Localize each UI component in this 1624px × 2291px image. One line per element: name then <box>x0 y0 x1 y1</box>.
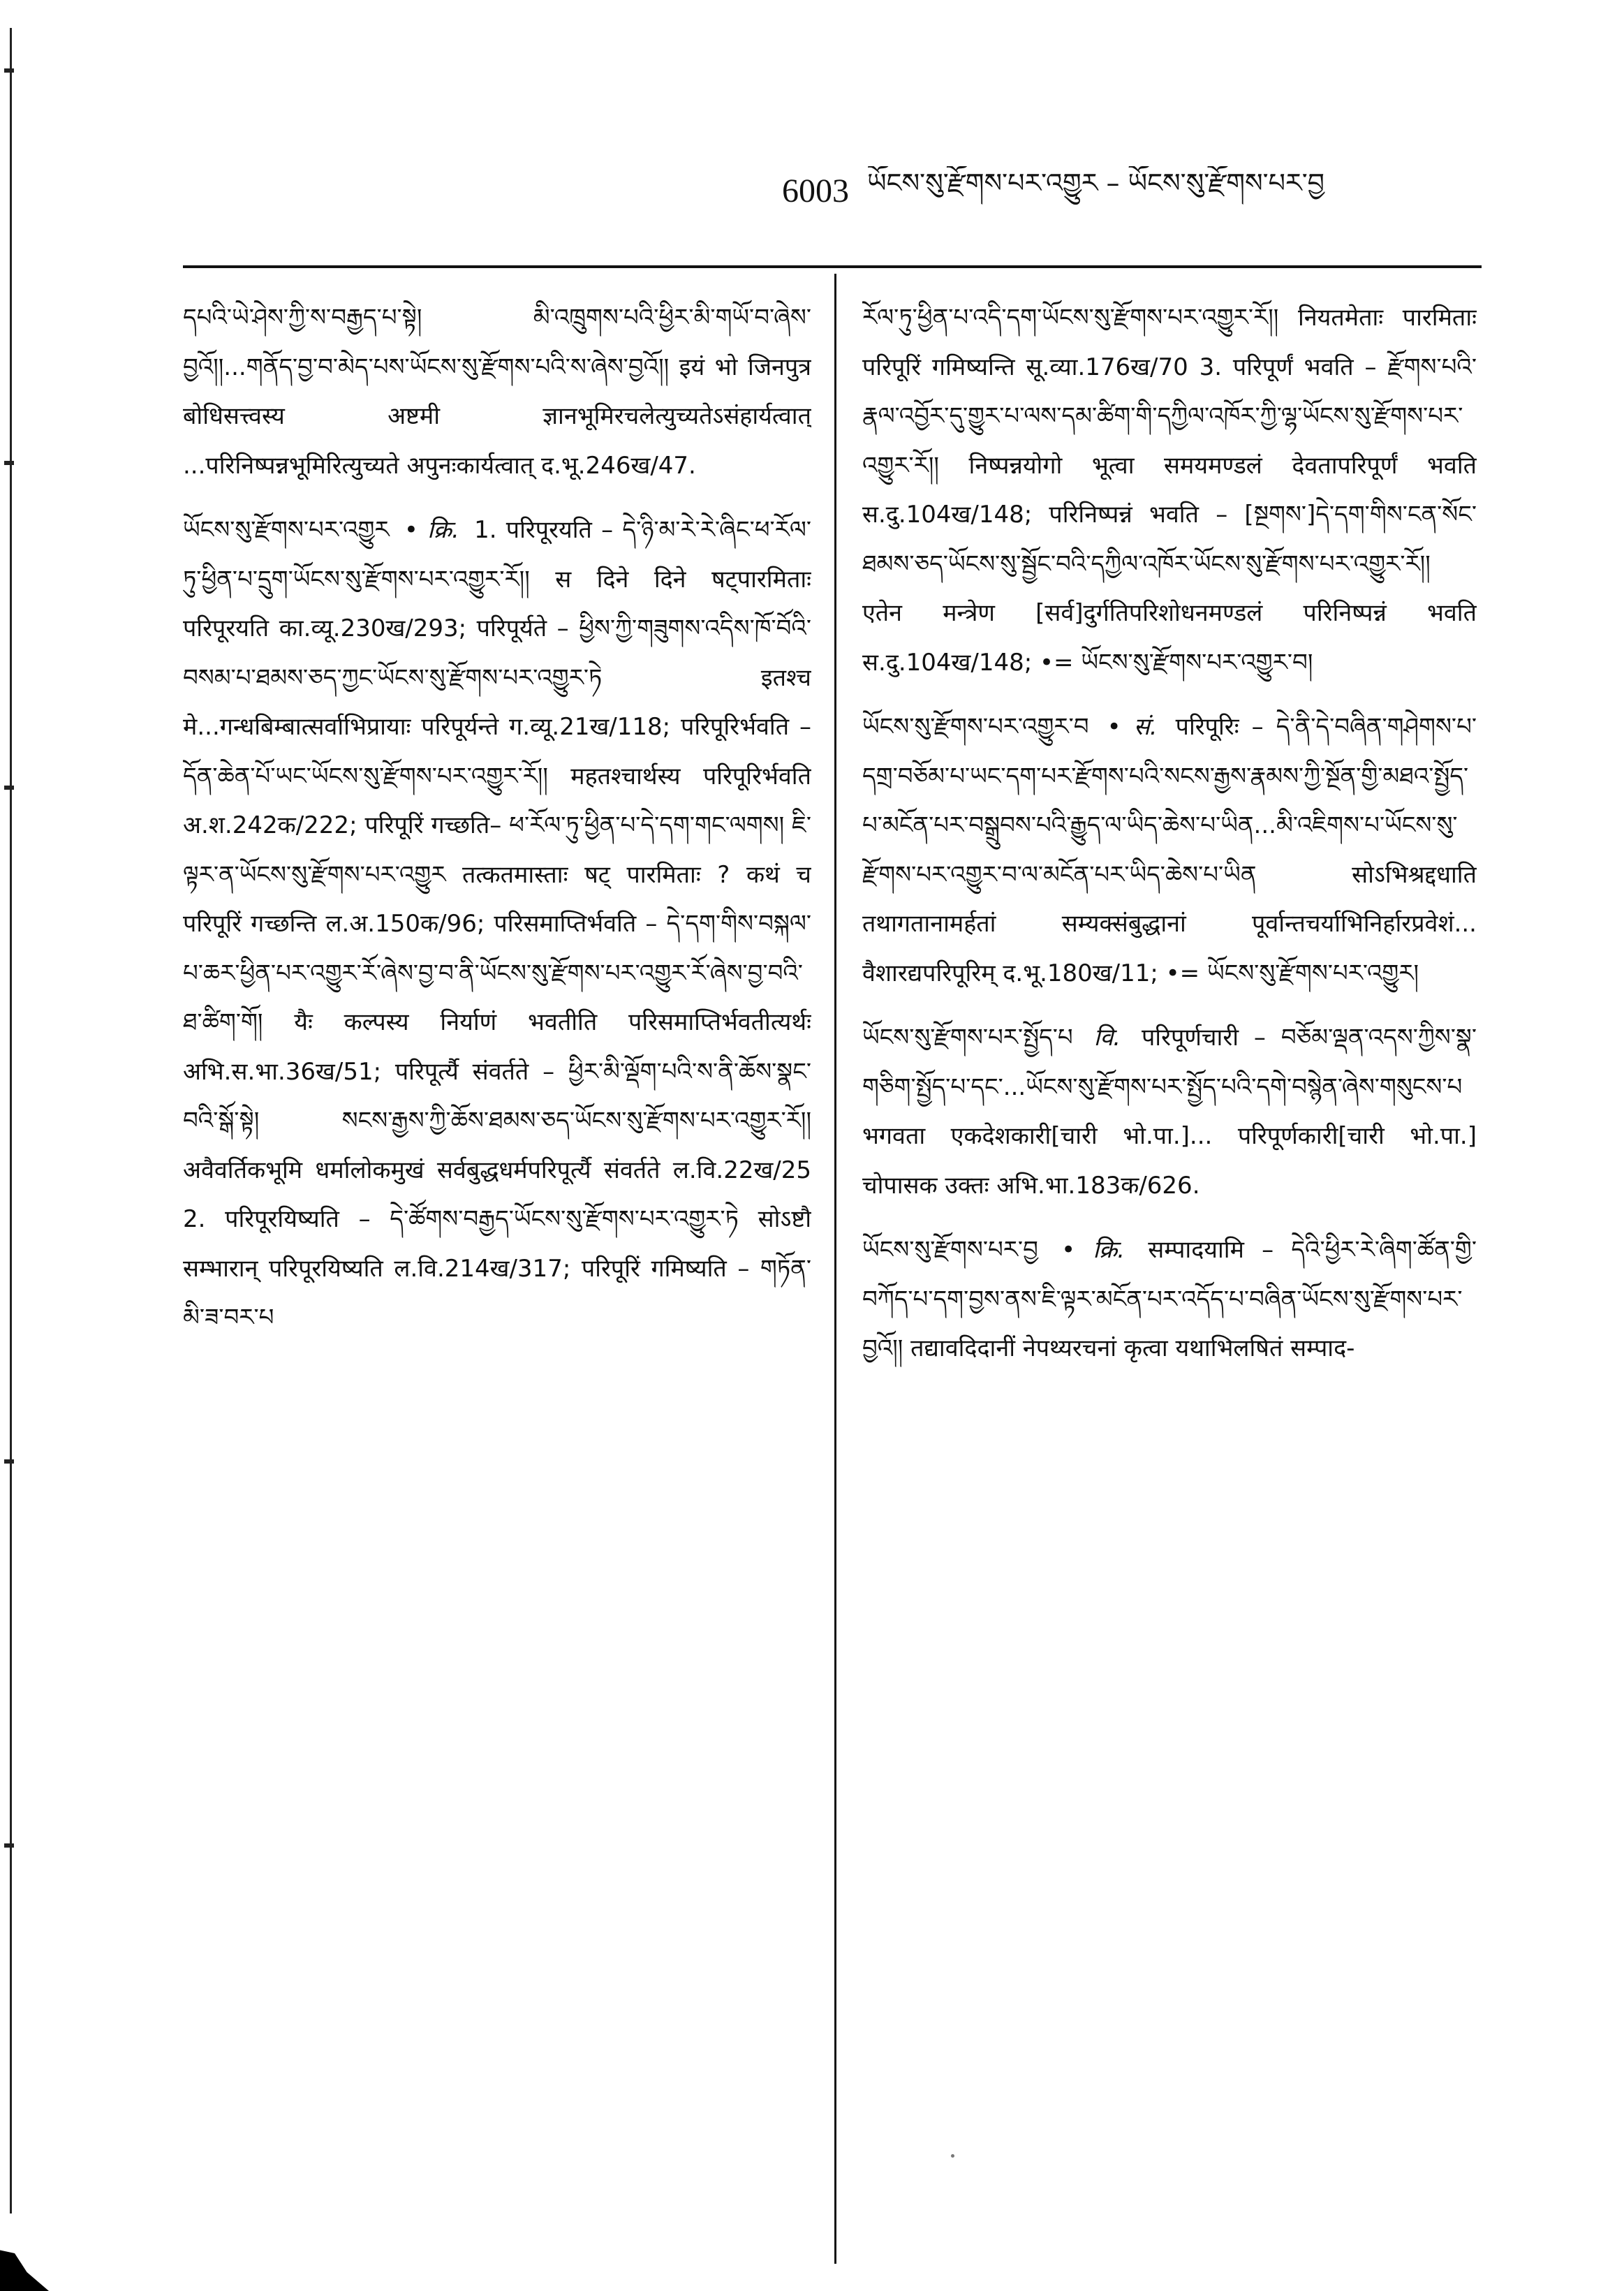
continued-entry <box>862 293 1477 687</box>
entry-text: सम्पादयामि – དེའི་ཕྱིར་རེ་ཞིག་ཚོན་གྱི་བཀོད་པ་དག་བྱས་ནས་ཇི་ལྟར་མངོན་པར་འདོད་པ་བཞིན་ཡོངས་སུ་རྫོགས་པར་བྱའོ།། तद्यावदिदानीं नेपथ्यरचनां कृत्वा यथाभिलषितं सम्पाद- <box>862 1236 1477 1362</box>
header-title: ཡོངས་སུ་རྫོགས་པར་འགྱུར – ཡོངས་སུ་རྫོགས་པར་བྱ <box>867 167 1325 198</box>
dictionary-entry <box>862 1013 1477 1210</box>
column-divider <box>834 274 836 2264</box>
binding-mark <box>4 461 14 465</box>
right-column <box>862 293 1477 2248</box>
page-number: 6003 <box>782 172 849 209</box>
binding-edge <box>10 28 12 2213</box>
dictionary-entry <box>183 506 811 1343</box>
dictionary-entry <box>862 702 1477 998</box>
scan-speck <box>951 2154 954 2158</box>
entry-text: परिपूर्णचारी – བཅོམ་ལྡན་འདས་ཀྱིས་སྣ་གཅིག་སྤྱོད་པ་དང་...ཡོངས་སུ་རྫོགས་པར་སྤྱོད་པའི་དགེ་བསྙེན་ཞེས་གསུངས་པ भगवता एकदेशकारी[चारी भो.पा.]... परिपूर्णकारी[चारी भो.पा.] चोपासक उक्तः अभि.भा.183क/626. <box>862 1024 1477 1200</box>
entry-headword: ཡོངས་སུ་རྫོགས་པར་སྤྱོད་པ <box>862 1024 1073 1052</box>
binding-mark <box>4 1843 14 1848</box>
binding-mark <box>4 786 14 790</box>
entry-headword: ཡོངས་སུ་རྫོགས་པར་འགྱུར་བ <box>862 713 1089 741</box>
header-rule <box>183 265 1482 268</box>
grammar-label: • क्रि. <box>1061 1236 1125 1264</box>
left-column <box>183 293 811 2262</box>
grammar-label: वि. <box>1093 1024 1121 1052</box>
binding-mark <box>4 68 14 73</box>
entry-text: དཔའི་ཡེ་ཤེས་ཀྱི་ས་བརྒྱད་པ་སྟེ། མི་འཁྲུགས་པའི་ཕྱིར་མི་གཡོ་བ་ཞེས་བྱའོ།།...གནོད་བྱ་བ་མེད་པས་ཡོངས་སུ་རྫོགས་པའི་ས་ཞེས་བྱའོ།། इयं भो जिनपुत्र बोधिसत्त्वस्य अष्टमी ज्ञानभूमिरचलेत्युच्यतेऽसंहार्यत्वात् ...परिनिष्पन्नभूमिरित्युच्यते अपुनःकार्यत्वात् द.भू.246ख/47. <box>183 304 811 480</box>
grammar-label: • क्रि. <box>404 516 459 544</box>
entry-text: परिपूरिः – དེ་ནི་དེ་བཞིན་གཤེགས་པ་དགྲ་བཅོམ་པ་ཡང་དག་པར་རྫོགས་པའི་སངས་རྒྱས་རྣམས་ཀྱི་སྔོན་གྱི་མཐའ་སྤྱོད་པ་མངོན་པར་བསྒྲུབས་པའི་རྒྱུད་ལ་ཡིད་ཆེས་པ་ཡིན...མི་འཇིགས་པ་ཡོངས་སུ་རྫོགས་པར་འགྱུར་བ་ལ་མངོན་པར་ཡིད་ཆེས་པ་ཡིན सोऽभिश्रद्दधाति तथागतानामर्हतां सम्यक्संबुद्धानां पूर्वान्तचर्याभिनिर्हारप्रवेशं... वैशारद्यपरिपूरिम् द.भू.180ख/11; •= ཡོངས་སུ་རྫོགས་པར་འགྱུར། <box>862 713 1477 987</box>
page-header <box>782 166 1480 215</box>
entry-headword: ཡོངས་སུ་རྫོགས་པར་འགྱུར <box>183 516 390 544</box>
entry-text: རོལ་ཏུ་ཕྱིན་པ་འདི་དག་ཡོངས་སུ་རྫོགས་པར་འགྱུར་རོ།། नियतमेताः पारमिताः परिपूरिं गमिष्यन्ति सू.व्या.176ख/70 3. परिपूर्णं भवति – རྫོགས་པའི་རྣལ་འབྱོར་དུ་གྱུར་པ་ལས་དམ་ཚིག་གི་དཀྱིལ་འཁོར་ཀྱི་ལྷ་ཡོངས་སུ་རྫོགས་པར་འགྱུར་རོ།། निष्पन्नयोगो भूत्वा समयमण्डलं देवतापरिपूर्णं भवति स.दु.104ख/148; परिनिष्पन्नं भवति – [སྔགས་]དེ་དག་གིས་ངན་སོང་ཐམས་ཅད་ཡོངས་སུ་སྦྱོང་བའི་དཀྱིལ་འཁོར་ཡོངས་སུ་རྫོགས་པར་འགྱུར་རོ།། एतेन मन्त्रेण [सर्व]दुर्गतिपरिशोधनमण्डलं परिनिष्पन्नं भवति स.दु.104ख/148; •= ཡོངས་སུ་རྫོགས་པར་འགྱུར་བ། <box>862 304 1477 677</box>
grammar-label: • सं. <box>1107 713 1158 741</box>
scan-blot <box>0 2228 49 2291</box>
continued-entry <box>183 293 811 490</box>
dictionary-entry <box>862 1225 1477 1373</box>
binding-mark <box>4 1459 14 1464</box>
entry-text: 1. परिपूरयति – དེ་ཉི་མ་རེ་རེ་ཞིང་ཕ་རོལ་ཏུ་ཕྱིན་པ་དྲུག་ཡོངས་སུ་རྫོགས་པར་འགྱུར་རོ།། स दिने दिने षट्पारमिताः परिपूरयति का.व्यू.230ख/293; परिपूर्यते – ཕྱིས་ཀྱི་གཟུགས་འདིས་ཁོ་བོའི་བསམ་པ་ཐམས་ཅད་ཀྱང་ཡོངས་སུ་རྫོགས་པར་འགྱུར་ཏེ इतश्च मे...गन्धबिम्बात्सर्वाभिप्रायाः परिपूर्यन्ते ग.व्यू.21ख/118; परिपूरिर्भवति – དོན་ཆེན་པོ་ཡང་ཡོངས་སུ་རྫོགས་པར་འགྱུར་རོ།། महतश्चार्थस्य परिपूरिर्भवति अ.श.242क/222; परिपूरिं गच्छति– ཕ་རོལ་ཏུ་ཕྱིན་པ་དེ་དག་གང་ལགས། ཇི་ལྟར་ན་ཡོངས་སུ་རྫོགས་པར་འགྱུར तत्कतमास्ताः षट् पारमिताः ? कथं च परिपूरिं गच्छन्ति ल.अ.150क/96; परिसमाप्तिर्भवति – དེ་དག་གིས་བསྐལ་པ་ཆར་ཕྱིན་པར་འགྱུར་རོ་ཞེས་བྱ་བ་ནི་ཡོངས་སུ་རྫོགས་པར་འགྱུར་རོ་ཞེས་བྱ་བའི་ཐ་ཚིག་གོ། यैः कल्पस्य निर्याणं भवतीति परिसमाप्तिर्भवतीत्यर्थः अभि.स.भा.36ख/51; परिपूर्त्यै संवर्तते – ཕྱིར་མི་ལྡོག་པའི་ས་ནི་ཆོས་སྣང་བའི་སྒོ་སྟེ། སངས་རྒྱས་ཀྱི་ཆོས་ཐམས་ཅད་ཡོངས་སུ་རྫོགས་པར་འགྱུར་རོ།། अवैवर्तिकभूमि धर्मालोकमुखं सर्वबुद्धधर्मपरिपूर्त्यै संवर्तते ल.वि.22ख/25 2. परिपूरयिष्यति – དེ་ཚོགས་བརྒྱད་ཡོངས་སུ་རྫོགས་པར་འགྱུར་ཏེ सोऽष्टौ सम्भारान् परिपूरयिष्यति ल.वि.214ख/317; परिपूरिं गमिष्यति – གཏོན་མི་ཟ་བར་པ <box>183 516 811 1332</box>
entry-headword: ཡོངས་སུ་རྫོགས་པར་བྱ <box>862 1236 1038 1264</box>
